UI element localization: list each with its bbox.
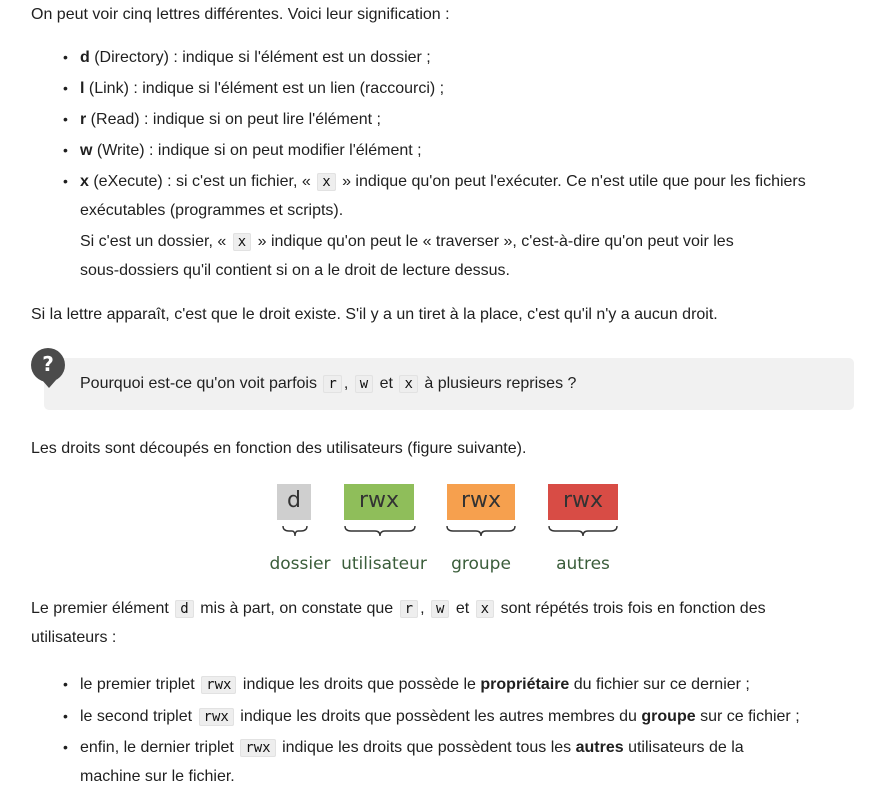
text-segment: indique les droits que possèdent les autres membres du xyxy=(240,708,637,725)
text-segment: enfin, le dernier triplet xyxy=(80,739,234,756)
figure-box-dossier: d xyxy=(277,484,311,520)
bold-term: propriétaire xyxy=(480,676,570,693)
list-item-x-dir xyxy=(80,227,734,257)
bullet: • xyxy=(63,708,68,724)
letter-desc: (eXecute) : si c'est un fichier, « xyxy=(88,173,311,190)
text-segment: sont répétés trois fois en fonction des xyxy=(500,600,766,617)
text-segment: sur ce fichier ; xyxy=(700,708,800,725)
letter-desc: » indique qu'on peut le « traverser », c'est-à-dire qu'on peut voir les xyxy=(257,233,734,250)
list-item-l xyxy=(63,74,445,103)
note-and: et xyxy=(379,375,393,392)
list-item-triplet-2 xyxy=(63,702,800,732)
list-item-d xyxy=(63,43,431,72)
inline-code: w xyxy=(431,600,449,618)
inline-code: w xyxy=(355,375,373,393)
brace-group-icon xyxy=(446,524,516,538)
text-segment: machine sur le fichier. xyxy=(80,768,235,785)
inline-code: x xyxy=(317,173,335,191)
inline-code: x xyxy=(476,600,494,618)
bullet: • xyxy=(63,142,68,158)
letter-desc: (Link) : indique si l'élément est un lien (raccourci) ; xyxy=(84,80,445,97)
list-item-x-dir-cont xyxy=(80,256,510,285)
intro-paragraph: On peut voir cinq lettres différentes. Voici leur signification : xyxy=(31,6,450,23)
brace-others-icon xyxy=(548,524,618,538)
letter-desc: (Read) : indique si on peut lire l'élément ; xyxy=(86,111,381,128)
letter-key: l xyxy=(80,80,85,97)
inline-code: x xyxy=(233,233,251,251)
letter-key: d xyxy=(80,49,90,66)
list-item-triplet-3 xyxy=(63,733,744,763)
letter-desc: (Directory) : indique si l'élément est un dossier ; xyxy=(89,49,431,66)
inline-code: r xyxy=(400,600,418,618)
letter-desc: exécutables (programmes et scripts). xyxy=(80,202,344,219)
figure-box-user: rwx xyxy=(344,484,414,520)
letter-key: x xyxy=(80,173,89,190)
list-item-x-cont xyxy=(80,196,343,225)
split-paragraph: Les droits sont découpés en fonction des utilisateurs (figure suivante). xyxy=(31,440,527,457)
bullet: • xyxy=(63,739,68,755)
bullet: • xyxy=(63,49,68,65)
brace-user-icon xyxy=(344,524,416,538)
text-segment: et xyxy=(455,600,470,617)
text-segment: utilisateurs de la xyxy=(628,739,744,756)
note-text-b: à plusieurs reprises ? xyxy=(424,375,577,392)
text-segment: indique les droits que possèdent tous les xyxy=(282,739,572,756)
brace-dossier-icon xyxy=(282,524,308,538)
bold-term: groupe xyxy=(641,708,696,725)
text-segment: le premier triplet xyxy=(80,676,195,693)
text-segment: du fichier sur ce dernier ; xyxy=(573,676,750,693)
inline-code: x xyxy=(399,375,417,393)
first-element-paragraph xyxy=(31,599,766,619)
inline-code: d xyxy=(175,600,193,618)
question-text xyxy=(80,374,576,394)
bullet: • xyxy=(63,111,68,127)
inline-code: rwx xyxy=(199,708,234,726)
letter-desc: sous-dossiers qu'il contient si on a le droit de lecture dessus. xyxy=(80,262,510,279)
figure-label-group: groupe xyxy=(451,554,511,574)
inline-code: rwx xyxy=(240,739,275,757)
bullet: • xyxy=(63,80,68,96)
inline-code: rwx xyxy=(201,676,236,694)
letter-desc: (Write) : indique si on peut modifier l'élément ; xyxy=(92,142,422,159)
list-item-triplet-1 xyxy=(63,670,750,700)
figure-box-group: rwx xyxy=(447,484,515,520)
list-item-w xyxy=(63,136,422,165)
text-segment: indique les droits que possède le xyxy=(242,676,476,693)
text-segment: Le premier élément xyxy=(31,600,169,617)
letter-desc: » indique qu'on peut l'exécuter. Ce n'est utile que pour les fichiers xyxy=(342,173,806,190)
figure-label-dossier: dossier xyxy=(269,554,331,574)
list-item-r xyxy=(63,105,381,134)
rights-paragraph: Si la lettre apparaît, c'est que le droit existe. S'il y a un tiret à la place, c'est qu'il n'y a aucun droit. xyxy=(31,306,718,323)
note-text-a: Pourquoi est-ce qu'on voit parfois xyxy=(80,375,317,392)
figure-label-others: autres xyxy=(556,554,610,574)
question-icon: ? xyxy=(31,348,65,382)
letter-key: w xyxy=(80,142,93,159)
bold-term: autres xyxy=(575,739,624,756)
inline-code: r xyxy=(323,375,341,393)
list-item-triplet-3-cont xyxy=(80,762,235,791)
first-element-paragraph-cont: utilisateurs : xyxy=(31,629,117,646)
text-segment: mis à part, on constate que xyxy=(200,600,394,617)
note-comma: , xyxy=(343,375,349,392)
figure-label-user: utilisateur xyxy=(341,554,427,574)
list-item-x xyxy=(63,167,806,197)
bullet: • xyxy=(63,676,68,692)
letter-key: r xyxy=(80,111,87,128)
letter-desc: Si c'est un dossier, « xyxy=(80,233,227,250)
bullet: • xyxy=(63,173,68,189)
text-segment: , xyxy=(420,600,425,617)
text-segment: le second triplet xyxy=(80,708,193,725)
figure-box-others: rwx xyxy=(548,484,618,520)
